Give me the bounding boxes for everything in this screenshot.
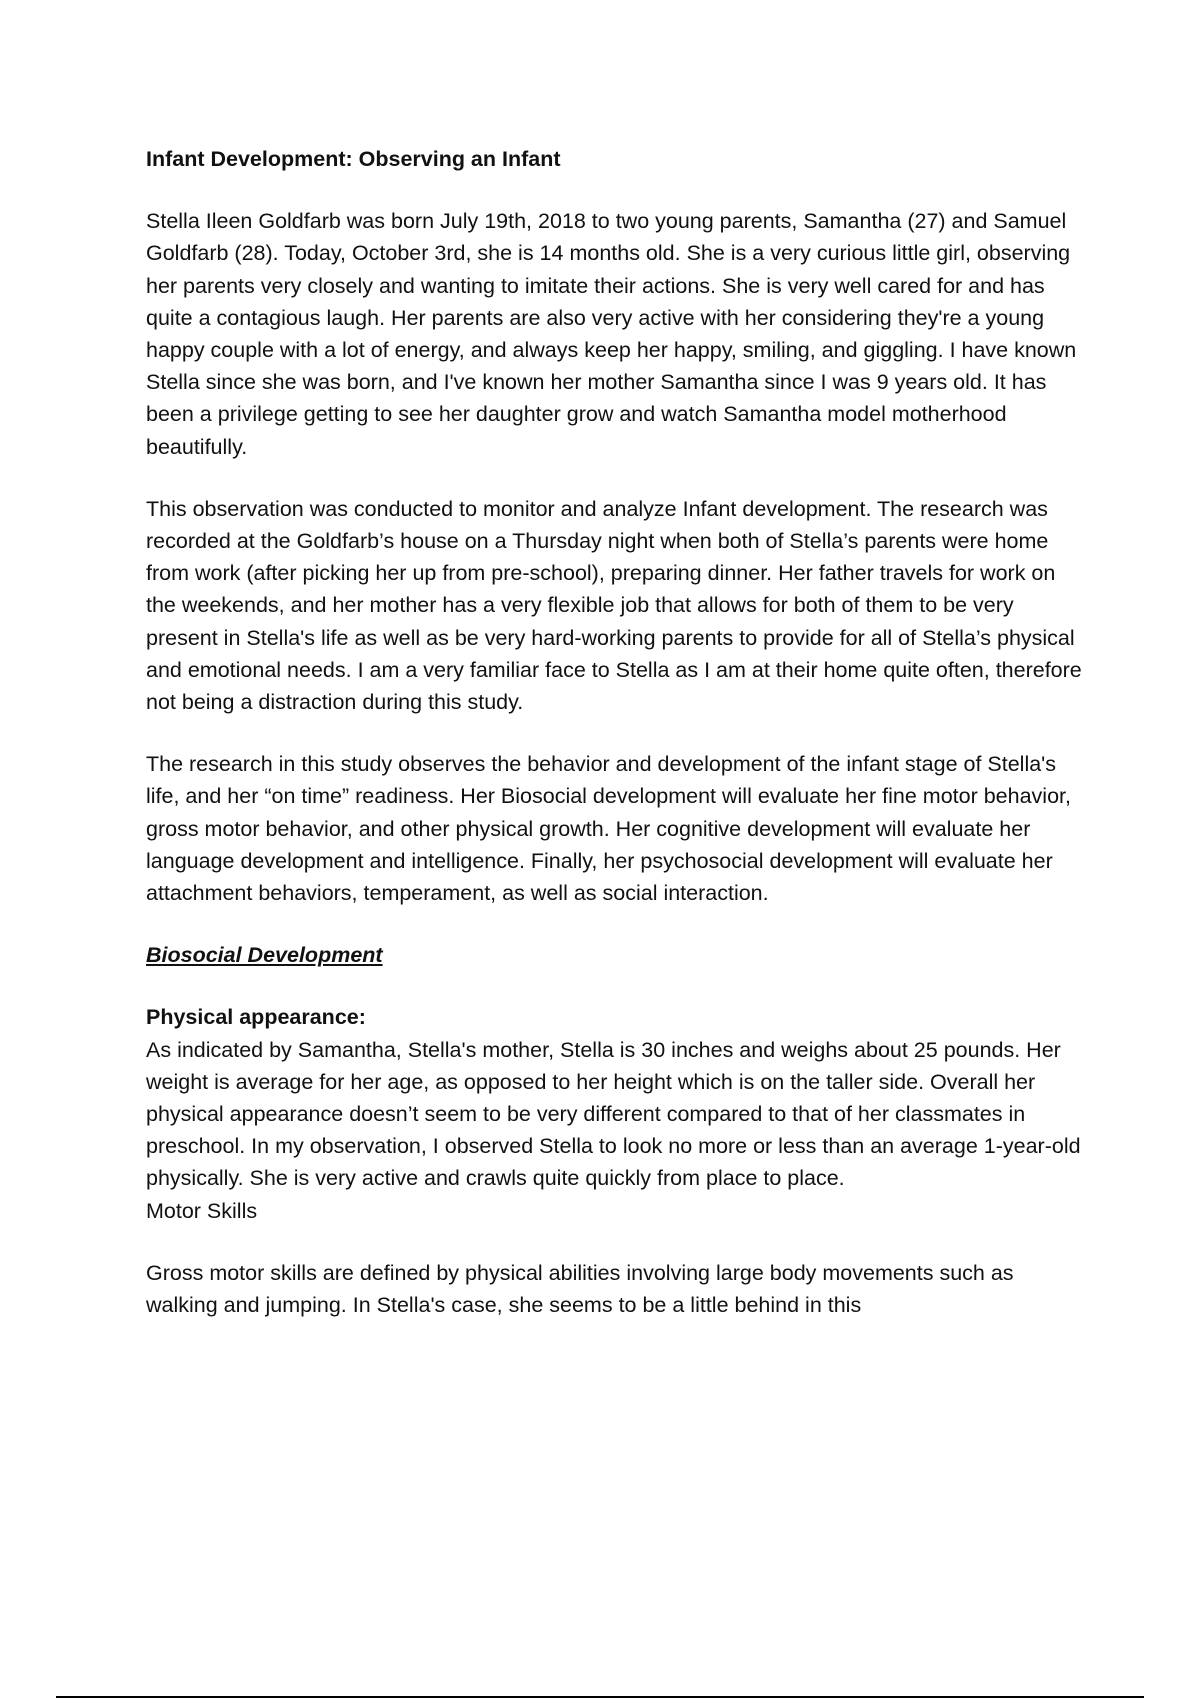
physical-appearance-paragraph: As indicated by Samantha, Stella's mother, Stella is 30 inches and weighs about 25 pounds. Her weight is average for her age, as opposed to her height which is on the taller side. Overall her physical appearance doesn’t seem to be very different compared to that of her classmates in preschool. In my observation, I observed Stella to look no more or less than an average 1-year-old physically. She is very active and crawls quite quickly from place to place. <box>146 1037 1081 1191</box>
observation-paragraph: This observation was conducted to monitor and analyze Infant development. The research was recorded at the Goldfarb’s house on a Thursday night when both of Stella’s parents were home from work (after picking her up from pre-school), preparing dinner. Her father travels for work on the weekends, and her mother has a very flexible job that allows for both of them to be very present in Stella's life as well as be very hard-working parents to provide for all of Stella’s physical and emotional needs. I am a very familiar face to Stella as I am at their home quite often, therefore not being a distraction during this study. <box>146 496 1082 715</box>
intro-paragraph: Stella Ileen Goldfarb was born July 19th, 2018 to two young parents, Samantha (27) and Samuel Goldfarb (28). Today, October 3rd, she is 14 months old. She is a very curious little girl, observing her parents very closely and wanting to imitate their actions. She is very well cared for and has quite a contagious laugh. Her parents are also very active with her considering they're a young happy couple with a lot of energy, and always keep her happy, smiling, and giggling. I have known Stella since she was born, and I've known her mother Samantha since I was 9 years old. It has been a privilege getting to see her daughter grow and watch Samantha model motherhood beautifully. <box>146 209 1077 459</box>
document-page <box>146 143 1086 1351</box>
motor-skills-label: Motor Skills <box>146 1198 258 1223</box>
page-bottom-divider <box>56 1696 1144 1698</box>
gross-motor-paragraph: Gross motor skills are defined by physical abilities involving large body movements such as walking and jumping. In Stella's case, she seems to be a little behind in this <box>146 1260 1014 1318</box>
section-heading-biosocial: Biosocial Development <box>146 943 383 968</box>
research-paragraph: The research in this study observes the behavior and development of the infant stage of Stella's life, and her “on time” readiness. Her Biosocial development will evaluate her fine motor behavior, gross motor behavior, and other physical growth. Her cognitive development will evaluate her language development and intelligence. Finally, her psychosocial development will evaluate her attachment behaviors, temperament, as well as social interaction. <box>146 752 1071 906</box>
subheading-physical-appearance: Physical appearance: <box>146 1005 366 1030</box>
document-title: Infant Development: Observing an Infant <box>146 147 561 171</box>
